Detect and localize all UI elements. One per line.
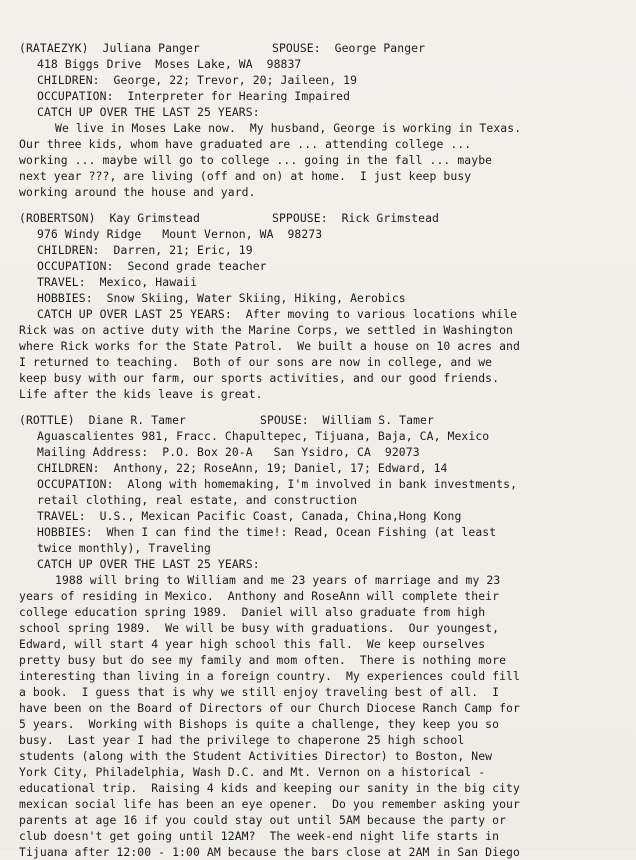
entry-paragraph-line: I returned to teaching. Both of our sons are now in college, and we xyxy=(19,355,493,369)
entry-address: 976 Windy Ridge Mount Vernon, WA 98273 xyxy=(37,227,323,241)
entry-children: CHILDREN: Darren, 21; Eric, 19 xyxy=(37,243,253,257)
entry-spouse: SPOUSE: George Panger xyxy=(272,41,426,55)
entry-address: Aguascalientes 981, Fracc. Chapultepec, Tijuana, Baja, CA, Mexico xyxy=(37,429,490,443)
entry-paragraph-line: college education spring 1989. Daniel will also graduate from high xyxy=(19,605,486,619)
entry-address: 418 Biggs Drive Moses Lake, WA 98837 xyxy=(37,57,302,71)
entry-paragraph-line: 5 years. Working with Bishops is quite a challenge, they keep you so xyxy=(19,717,500,731)
entry-name: (ROTTLE) Diane R. Tamer xyxy=(19,413,186,427)
entry-mailing-address: Mailing Address: P.O. Box 20-A San Ysidro, CA 92073 xyxy=(37,445,420,459)
entry-paragraph-line: Edward, will start 4 year high school this fall. We keep ourselves xyxy=(19,637,486,651)
entry-paragraph-line: We live in Moses Lake now. My husband, George is working in Texas. xyxy=(55,121,522,135)
entry-paragraph-line: keep busy with our farm, our sports activities, and our good friends. xyxy=(19,371,500,385)
entry-occupation: OCCUPATION: Second grade teacher xyxy=(37,259,267,273)
entry-paragraph-line: Life after the kids leave is great. xyxy=(19,387,263,401)
entry-occupation-cont: retail clothing, real estate, and construction xyxy=(37,493,358,507)
entry-paragraph-line: working around the house and yard. xyxy=(19,185,256,199)
entry-paragraph-line: interesting than living in a foreign country. My experiences could fill xyxy=(19,669,520,683)
entry-paragraph-line: busy. Last year I had the privilege to chaperone 25 high school xyxy=(19,733,465,747)
entry-paragraph-line: Tijuana after 12:00 - 1:00 AM because the bars close at 2AM in San Diego xyxy=(19,845,520,859)
entry-children: CHILDREN: George, 22; Trevor, 20; Jaileen, 19 xyxy=(37,73,358,87)
entry-paragraph-line: club doesn't get going until 12AM? The week-end night life starts in xyxy=(19,829,500,843)
entry-paragraph-line: Rick was on active duty with the Marine Corps, we settled in Washington xyxy=(19,323,513,337)
entry-catchup-heading: CATCH UP OVER LAST 25 YEARS: After moving to various locations while xyxy=(37,307,518,321)
entry-spouse: SPOUSE: William S. Tamer xyxy=(260,413,434,427)
entry-paragraph-line: next year ???, are living (off and on) at home. I just keep busy xyxy=(19,169,472,183)
entry-travel: TRAVEL: U.S., Mexican Pacific Coast, Canada, China,Hong Kong xyxy=(37,509,462,523)
entry-children: CHILDREN: Anthony, 22; RoseAnn, 19; Daniel, 17; Edward, 14 xyxy=(37,461,448,475)
entry-paragraph-line: York City, Philadelphia, Wash D.C. and Mt. Vernon on a historical - xyxy=(19,765,486,779)
entry-occupation: OCCUPATION: Along with homemaking, I'm involved in bank investments, xyxy=(37,477,518,491)
entry-catchup-heading: CATCH UP OVER THE LAST 25 YEARS: xyxy=(37,105,260,119)
entry-paragraph-line: a book. I guess that is why we still enjoy traveling best of all. I xyxy=(19,685,500,699)
entry-paragraph-line: educational trip. Raising 4 kids and keeping our sanity in the big city xyxy=(19,781,520,795)
entry-paragraph-line: 1988 will bring to William and me 23 years of marriage and my 23 xyxy=(55,573,501,587)
entry-paragraph-line: pretty busy but do see my family and mom often. There is nothing more xyxy=(19,653,507,667)
entry-paragraph-line: Our three kids, whom have graduated are ... attending college ... xyxy=(19,137,472,151)
entry-paragraph-line: mexican social life has been an eye opener. Do you remember asking your xyxy=(19,797,520,811)
entry-paragraph-line: parents at age 16 if you could stay out until 5AM because the party or xyxy=(19,813,507,827)
entry-paragraph-line: students (along with the Student Activities Director) to Boston, New xyxy=(19,749,493,763)
entry-paragraph-line: have been on the Board of Directors of our Church Diocese Ranch Camp for xyxy=(19,701,520,715)
entry-paragraph-line: where Rick works for the State Patrol. We built a house on 10 acres and xyxy=(19,339,520,353)
entry-paragraph-line: school spring 1989. We will be busy with graduations. Our youngest, xyxy=(19,621,500,635)
entry-name: (RATAEZYK) Juliana Panger xyxy=(19,41,200,55)
entry-travel: TRAVEL: Mexico, Hawaii xyxy=(37,275,198,289)
entry-hobbies: HOBBIES: Snow Skiing, Water Skiing, Hiking, Aerobics xyxy=(37,291,406,305)
entry-hobbies: HOBBIES: When I can find the time!: Read, Ocean Fishing (at least xyxy=(37,525,497,539)
entry-spouse: SPPOUSE: Rick Grimstead xyxy=(272,211,439,225)
entry-catchup-heading: CATCH UP OVER THE LAST 25 YEARS: xyxy=(37,557,260,571)
entry-occupation: OCCUPATION: Interpreter for Hearing Impaired xyxy=(37,89,351,103)
entry-name: (ROBERTSON) Kay Grimstead xyxy=(19,211,200,225)
entry-paragraph-line: years of residing in Mexico. Anthony and RoseAnn will complete their xyxy=(19,589,500,603)
entry-hobbies-cont: twice monthly), Traveling xyxy=(37,541,211,555)
entry-paragraph-line: working ... maybe will go to college ... going in the fall ... maybe xyxy=(19,153,493,167)
